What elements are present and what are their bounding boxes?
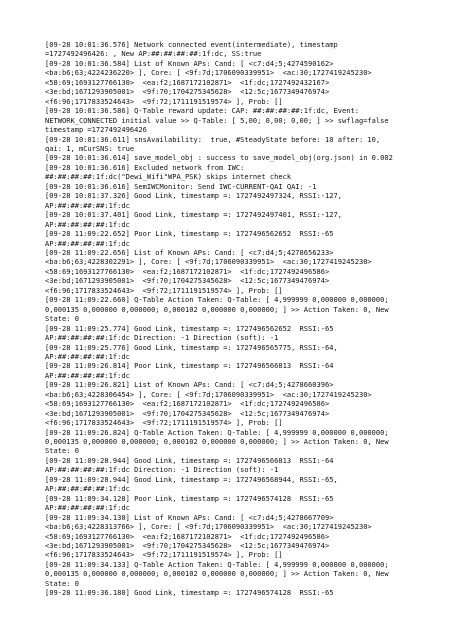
log-line: [09-28 10:01:36.584] List of Known APs: Cand: [ <c7:d4;5;4274590162>	[45, 58, 334, 68]
log-line: AP:##:##:##:##:1f:dc	[45, 503, 130, 513]
log-line: [09-28 11:09:34.133] Q-Table Action Taken: Q-Table: [ 4,999999 0,000000 0,000000;	[45, 559, 389, 569]
log-line: [09-28 11:09:28.944] Good Link, timestamp =: 1727496568944, RSSI:-65,	[45, 474, 338, 484]
log-line: AP:##:##:##:##:1f:dc	[45, 351, 130, 361]
log-line: <58:69;1693127766130> <ea:f2;1687172102871> <1f:dc;1727492496586>	[45, 531, 330, 541]
log-line: 0,000135 0,000000 0,000000; 0,000102 0,000000 0,000000; ] >> Action Taken: 0, New	[45, 569, 389, 579]
log-line: <3e:bd;1671293905001> <9f:70;1704275345628> <12:5c;1677349476974>	[45, 541, 330, 551]
log-line: AP:##:##:##:##:1f:dc Direction: -1 Direction (soft): -1	[45, 333, 279, 343]
log-line: AP:##:##:##:##:1f:dc	[45, 370, 130, 380]
log-line: qai: 1, mCurSNS: true	[45, 143, 135, 153]
log-line: State: 0	[45, 314, 79, 324]
log-line: State: 0	[45, 446, 79, 456]
log-line: [09-28 11:09:36.180] Good Link, timestamp =: 1727496574128 RSSI:-65	[45, 588, 334, 598]
log-line: [09-28 11:09:22.656] List of Known APs: Cand: [ <c7:d4;5;4278656233>	[45, 247, 334, 257]
log-line: <ba:b6;63;4228302291> ], Core: [ <9f:7d;1706090339951> <ac:30;1727419245230>	[45, 257, 372, 267]
log-line: [09-28 11:09:34.130] List of Known APs: Cand: [ <c7:d4;5;4278667709>	[45, 512, 334, 522]
log-line: [09-28 10:01:36.616] SemIWCMonitor: Send IWC-CURRENT-QAI QAI: -1	[45, 181, 317, 191]
log-line: [09-28 10:01:36.611] snsAvailability: true, #SteadyState before: 10 after: 10,	[45, 134, 381, 144]
log-line: [09-28 11:09:22.660] Q-Table Action Taken: Q-Table: [ 4,999999 0,000000 0,000000;	[45, 295, 389, 305]
log-line: <ba:b6;63;4228313766> ], Core: [ <9f:7d;1706090339951> <ac:30;1727419245230>	[45, 522, 372, 532]
log-line: [09-28 11:09:28.944] Good Link, timestamp =: 1727496566813 RSSI:-64	[45, 455, 334, 465]
log-line: [09-28 10:01:36.576] Network connected event(intermediate), timestamp	[45, 40, 338, 49]
log-line: <3e:bd;1671293905001> <9f:70;1704275345628> <12:5c;1677349476974>	[45, 276, 330, 286]
log-line: [09-28 11:09:26.814] Poor Link, timestamp =: 1727496566813 RSSI:-64	[45, 361, 334, 371]
log-line: NETWORK_CONNECTED initial value >> Q-Table: [ 5,00; 0,00; 0,00; ] >> swflag=false	[45, 115, 389, 125]
log-line: <f6:96;1717833524643> <9f:72;1711191519574> ], Prob: []	[45, 550, 283, 560]
log-line: AP:##:##:##:##:1f:dc	[45, 238, 130, 248]
log-document	[45, 40, 465, 620]
log-line: =1727492496426: , New AP:##:##:##:##:1f:dc, SS:true	[45, 49, 262, 59]
log-line: [09-28 11:09:25.774] Good Link, timestamp =: 1727496562652 RSSI:-65	[45, 323, 334, 333]
log-line: <58:69;1693127766130> <ea:f2;1687172102871> <1f:dc;1727492432167>	[45, 77, 330, 87]
log-line: <58:69;1693127766130> <ea:f2;1687172102871> <1f:dc;1727492496586>	[45, 399, 330, 409]
log-line: State: 0	[45, 578, 79, 588]
log-line: [09-28 10:01:36.614] save_model_obj : success to save_model_obj(org.json) in 0.002	[45, 153, 393, 163]
log-line: AP:##:##:##:##:1f:dc Direction: -1 Direction (soft): -1	[45, 465, 279, 475]
log-line: 0,000135 0,000000 0,000000; 0,000102 0,000000 0,000000; ] >> Action Taken: 0, New	[45, 304, 389, 314]
log-line: [09-28 10:01:37.401] Good Link, timestamp =: 1727492497401, RSSI:-127,	[45, 210, 342, 220]
log-line: [09-28 11:09:26.821] List of Known APs: Cand: [ <c7:d4;5;4278660396>	[45, 380, 334, 390]
log-line: <f6:96;1717833524643> <9f:72;1711191519574> ], Prob: []	[45, 285, 283, 295]
log-line: AP:##:##:##:##:1f:dc	[45, 484, 130, 494]
log-line: <58:69;1693127766130> <ea:f2;1687172102871> <1f:dc;1727492496586>	[45, 266, 330, 276]
log-line: [09-28 11:09:25.776] Good Link, timestamp =: 1727496565775, RSSI:-64,	[45, 342, 338, 352]
log-line: [09-28 11:09:22.652] Poor Link, timestamp =: 1727496562652 RSSI:-65	[45, 229, 334, 239]
log-line: [09-28 11:09:34.128] Poor Link, timestamp =: 1727496574128 RSSI:-65	[45, 493, 334, 503]
log-line: <3e:bd;1671293905001> <9f:70;1704275345628> <12:5c;1677349476974>	[45, 408, 330, 418]
log-line: <f6:96;1717833524643> <9f:72;1711191519574> ], Prob: []	[45, 96, 283, 106]
log-line: <f6:96;1717833524643> <9f:72;1711191519574> ], Prob: []	[45, 418, 283, 428]
log-line: [09-28 10:01:36.616] Excluded network from IWC:	[45, 162, 245, 172]
log-line: timestamp =1727492496426	[45, 125, 147, 135]
log-line: 0,000135 0,000000 0,000000; 0,000102 0,000000 0,000000; ] >> Action Taken: 0, New	[45, 437, 389, 447]
log-line: <3e:bd;1671293905001> <9f:70;1704275345628> <12:5c;1677349476974>	[45, 87, 330, 97]
log-line: [09-28 10:01:37.326] Good Link, timestamp =: 1727492497324, RSSI:-127,	[45, 191, 342, 201]
log-line: <ba:b6;63;4224236220> ], Core: [ <9f:7d;1706090339951> <ac:30;1727419245230>	[45, 68, 372, 78]
log-line: [09-28 11:09:26.824] Q-Table Action Taken: Q-Table: [ 4,999999 0,000000 0,000000;	[45, 427, 389, 437]
log-line: AP:##:##:##:##:1f:dc	[45, 200, 130, 210]
log-line: AP:##:##:##:##:1f:dc	[45, 219, 130, 229]
log-line: ##:##:##:##:1f:dc("Dewi_Wifi"WPA_PSK) skips internet check	[45, 172, 292, 182]
log-line: [09-28 10:01:36.586] Q-Table reward update: CAP: ##:##:##:##:1f:dc, Event:	[45, 106, 359, 116]
log-line: <ba:b6;63;4228306454> ], Core: [ <9f:7d;1706090339951> <ac:30;1727419245230>	[45, 389, 372, 399]
